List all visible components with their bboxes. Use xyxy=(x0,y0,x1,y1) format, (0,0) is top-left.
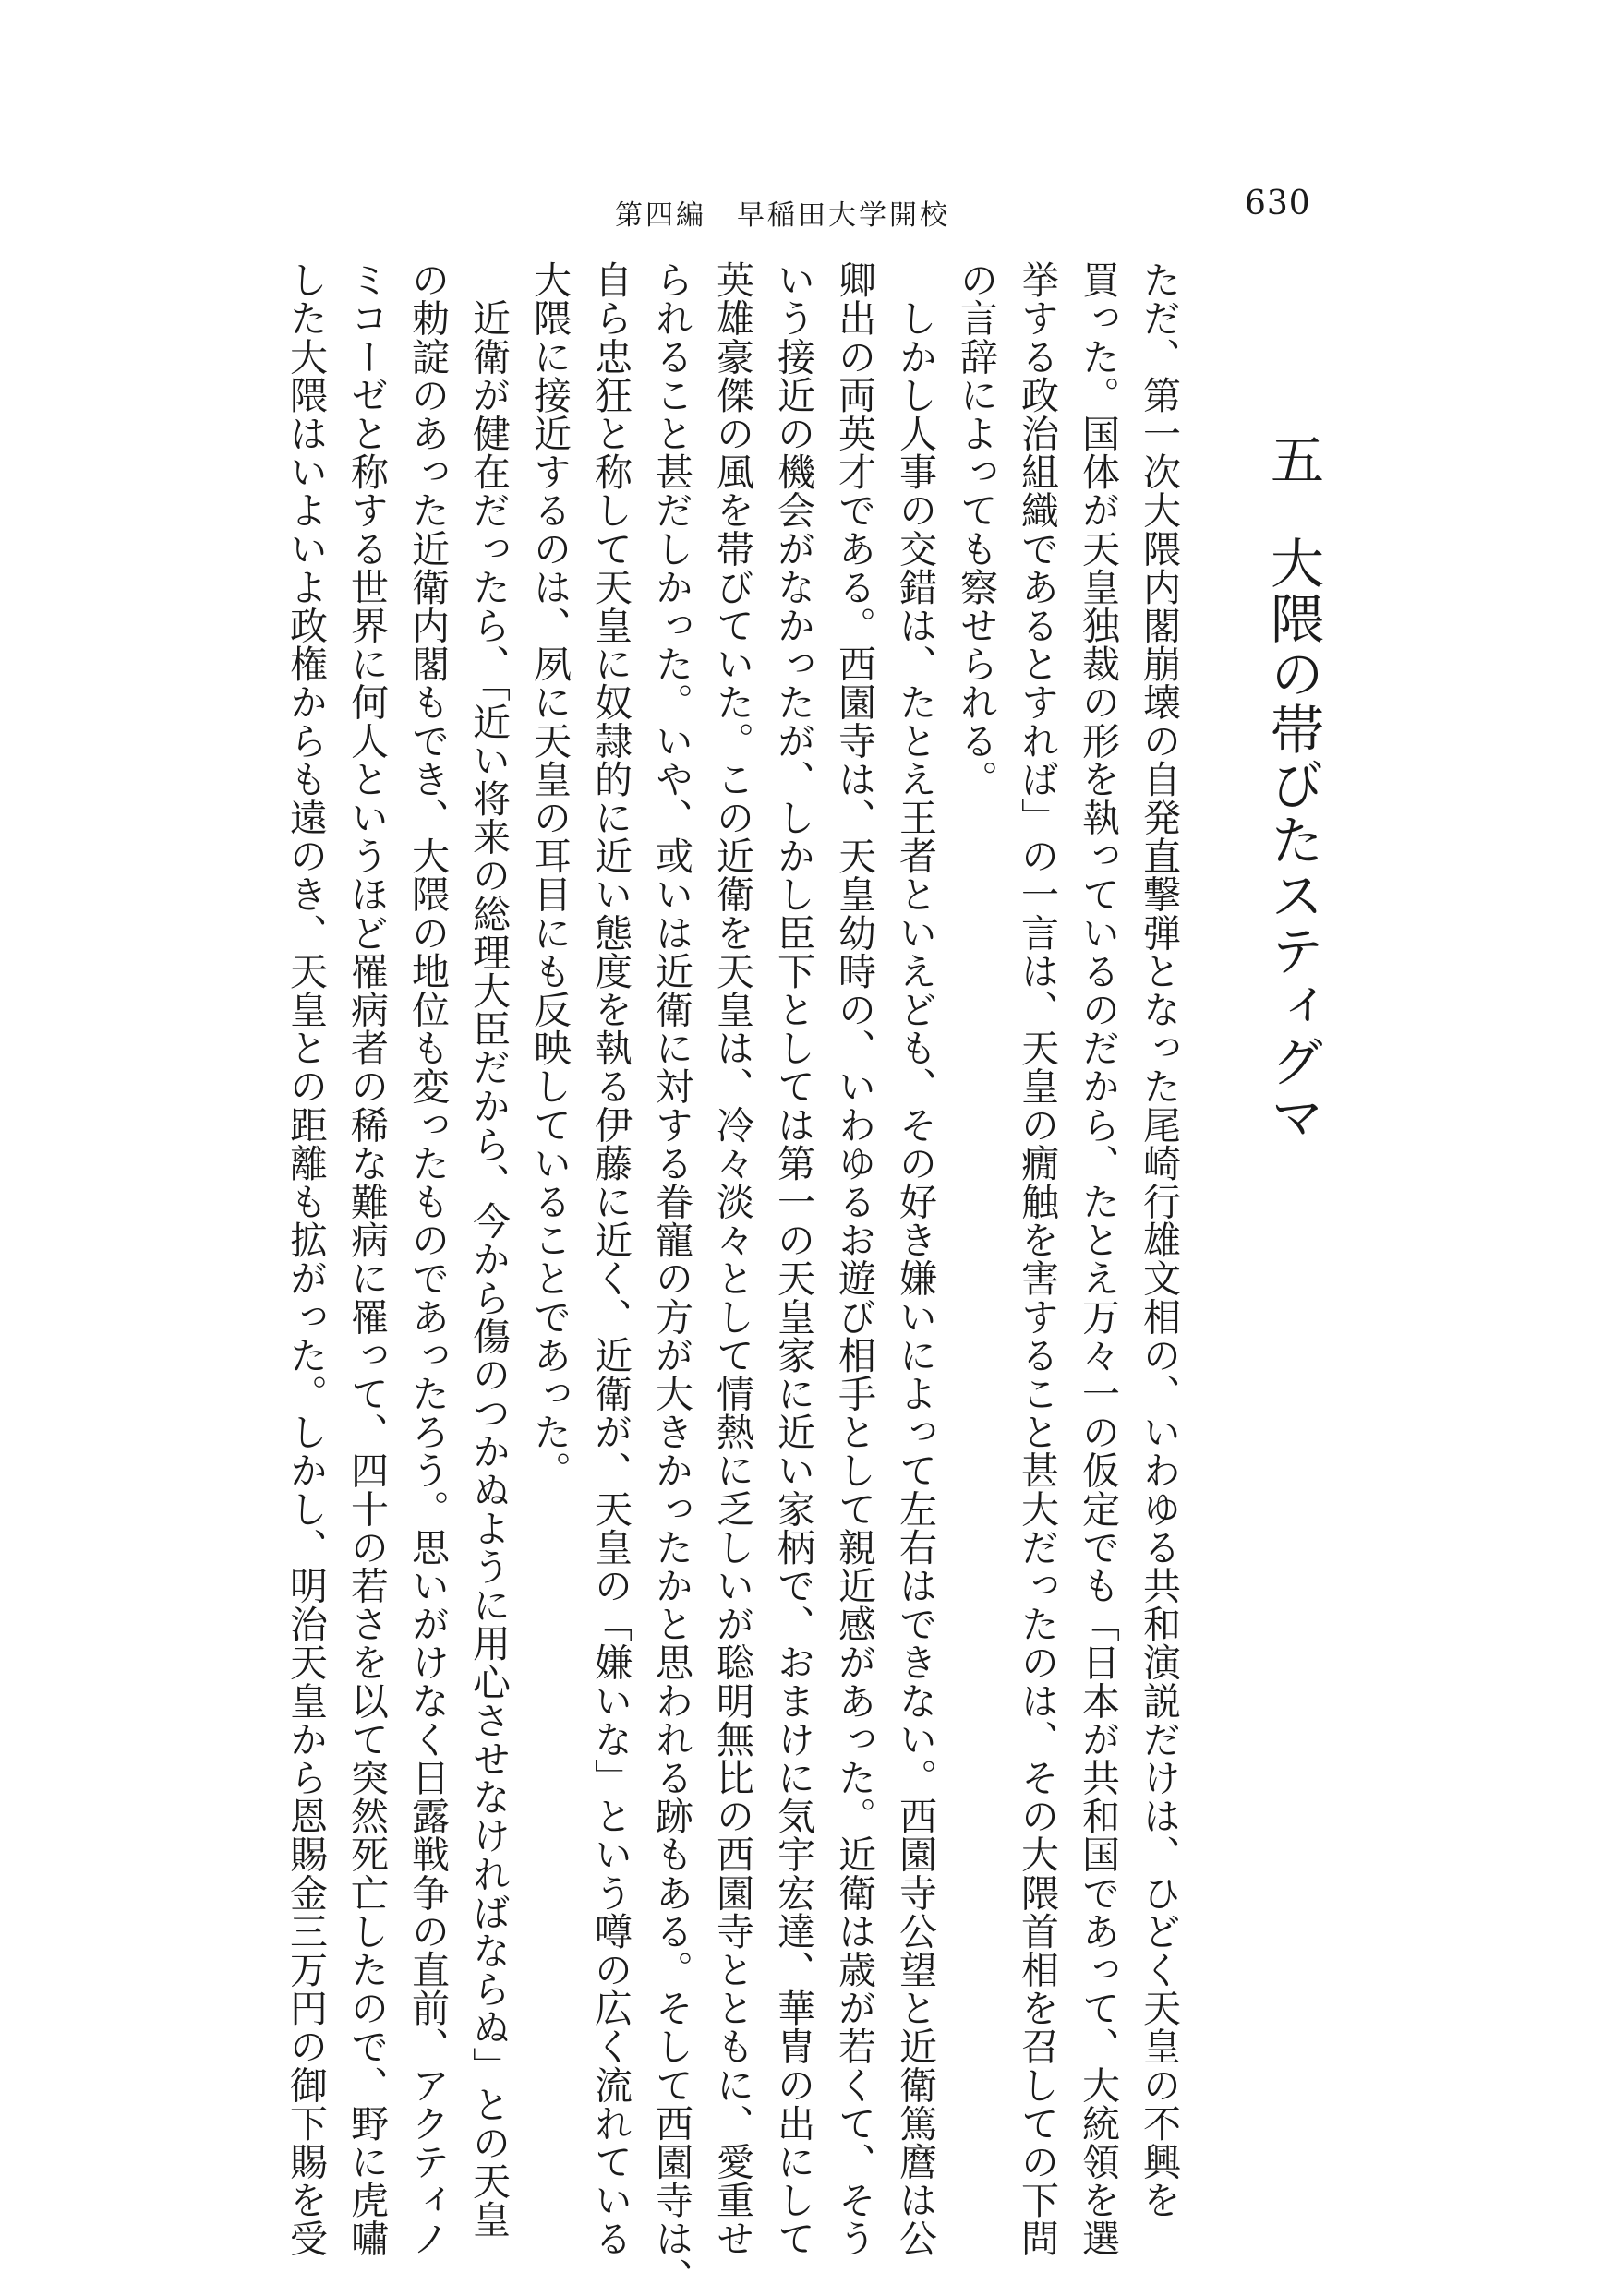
running-header: 第四編 早稲田大学開校 xyxy=(615,199,950,232)
section-heading xyxy=(1258,432,1328,1145)
text-column: 英雄豪傑の風を帯びていた。この近衛を天皇は、冷々淡々として情熱に乏しいが聡明無比の西園寺とともに、愛重せ xyxy=(710,260,754,2258)
text-column: 卿出の両英才である。西園寺は、天皇幼時の、いわゆるお遊び相手として親近感があった。近衛は歳が若くて、そう xyxy=(832,260,876,2258)
text-column: 自ら忠狂と称して天皇に奴隷的に近い態度を執る伊藤に近く、近衛が、天皇の「嫌いな」という噂の広く流れている xyxy=(588,260,633,2258)
text-column: いう接近の機会がなかったが、しかし臣下としては第一の天皇家に近い家柄で、おまけに気宇宏達、華冑の出にして xyxy=(771,260,815,2258)
section-title: 大隈の帯びたスティグマ xyxy=(1261,535,1324,1145)
text-column: した大隈はいよいよ政権からも遠のき、天皇との距離も拡がった。しかし、明治天皇から恩賜金三万円の御下賜を受 xyxy=(283,260,328,2258)
text-column: の言辞によっても察せられる。 xyxy=(954,260,998,799)
text-column: られること甚だしかった。いや、或いは近衛に対する眷寵の方が大きかったかと思われる跡もある。そして西園寺は、 xyxy=(649,260,693,2296)
text-column: ただ、第一次大隈内閣崩壊の自発直撃弾となった尾崎行雄文相の、いわゆる共和演説だけは、ひどく天皇の不興を xyxy=(1137,260,1181,2219)
text-column: 買った。国体が天皇独裁の形を執っているのだから、たとえ万々一の仮定でも「日本が共和国であって、大統領を選 xyxy=(1076,260,1120,2258)
text-column: 近衛が健在だったら、「近い将来の総理大臣だから、今から傷のつかぬように用心させなければならぬ」との天皇 xyxy=(466,260,511,2239)
text-column: しかし人事の交錯は、たとえ王者といえども、その好き嫌いによって左右はできない。西園寺公望と近衛篤麿は公 xyxy=(893,260,937,2258)
text-column: ミコーゼと称する世界に何人というほど罹病者の稀な難病に罹って、四十の若さを以て突然死亡したので、野に虎嘯 xyxy=(344,260,389,2258)
text-column: 大隈に接近するのは、夙に天皇の耳目にも反映していることであった。 xyxy=(527,260,572,1490)
text-column: の勅諚のあった近衛内閣もでき、大隈の地位も変ったものであったろう。思いがけなく日露戦争の直前、アクティノ xyxy=(405,260,450,2258)
section-number: 五 xyxy=(1261,432,1324,487)
text-column: 挙する政治組織であるとすれば」の一言は、天皇の癇触を害すること甚大だったのは、その大隈首相を召しての下問 xyxy=(1015,260,1059,2258)
page-number: 630 xyxy=(1245,185,1311,222)
body-text xyxy=(275,260,1189,2296)
